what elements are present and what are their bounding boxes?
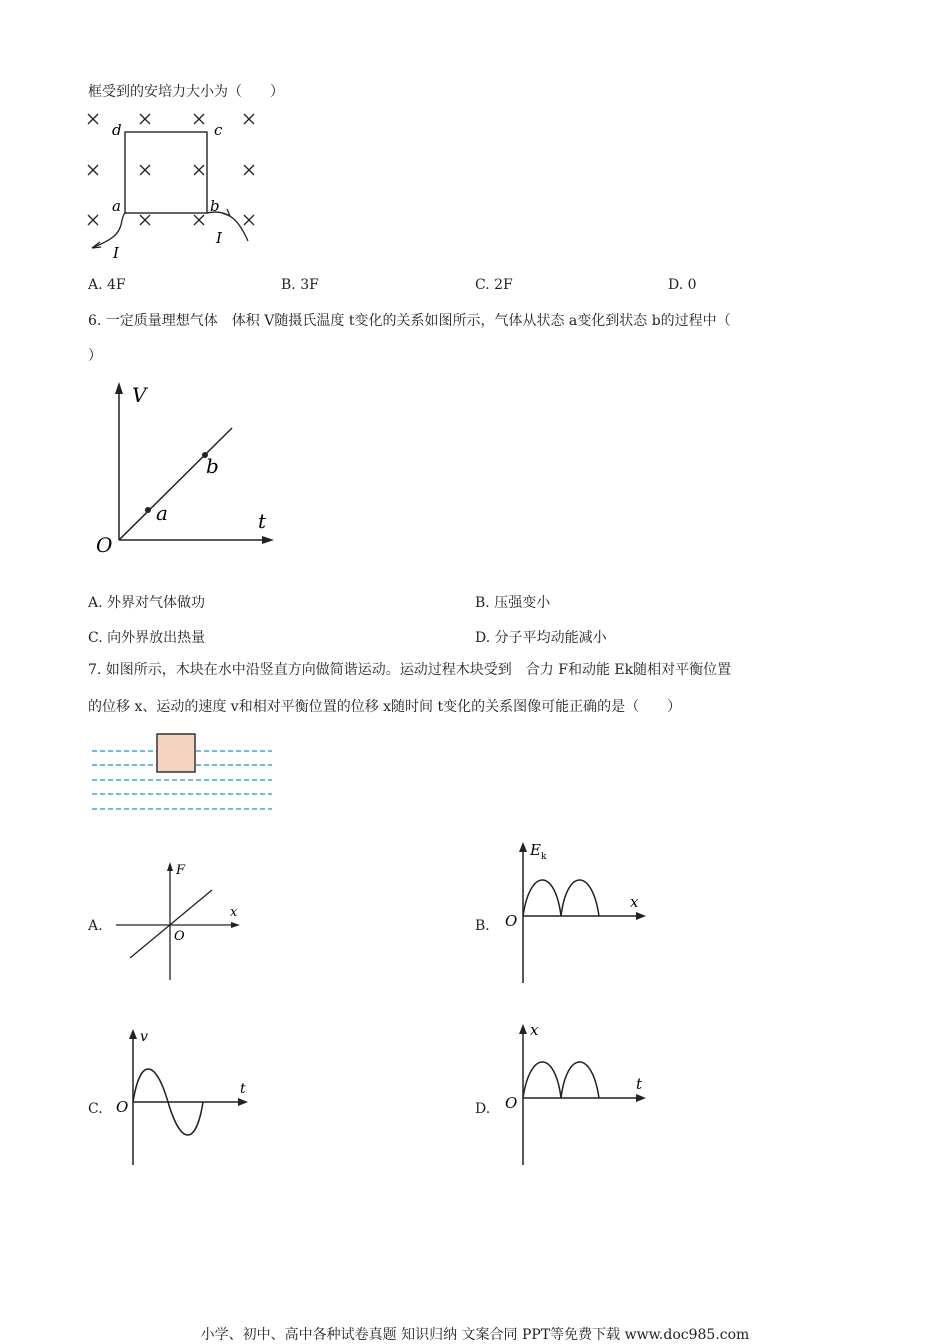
- q6-option-b: B. 压强变小: [475, 595, 551, 611]
- svg-text:v: v: [140, 1029, 148, 1045]
- svg-text:x: x: [530, 1021, 539, 1039]
- q7-option-b-label: B.: [475, 918, 490, 934]
- q7-stem-line1: 7. 如图所示，木块在水中沿竖直方向做简谐运动。运动过程木块受到 合力 F和动能 Ek随相对平衡位置: [88, 662, 732, 678]
- svg-text:t: t: [636, 1075, 643, 1093]
- wooden-block: [157, 734, 195, 772]
- svg-text:x: x: [230, 905, 238, 920]
- q7-option-a-label: A.: [88, 918, 103, 934]
- wire-frame: [125, 132, 207, 213]
- q6-vt-graph: [90, 380, 290, 560]
- svg-text:O: O: [505, 1094, 518, 1112]
- q7-option-c-label: C.: [88, 1101, 103, 1117]
- q7-graph-d: [500, 1020, 660, 1170]
- label-a: a: [112, 197, 121, 215]
- page-footer: 小学、初中、高中各种试卷真题 知识归纳 文案合同 PPT等免费下载 www.doc985.com: [200, 1327, 750, 1343]
- q5-stem: 框受到的安培力大小为（ ）: [88, 84, 284, 100]
- svg-text:O: O: [505, 912, 518, 930]
- label-a: a: [156, 501, 168, 525]
- label-b: b: [210, 197, 220, 215]
- q7-graph-b: [500, 838, 660, 988]
- q6-option-d: D. 分子平均动能减小: [475, 630, 607, 646]
- q5-option-d: D. 0: [668, 277, 697, 293]
- axis-label-v: V: [132, 383, 147, 407]
- svg-text:O: O: [174, 929, 185, 944]
- point-a: [145, 507, 151, 513]
- svg-text:F: F: [176, 863, 186, 878]
- svg-text:x: x: [630, 893, 639, 911]
- label-b: b: [206, 454, 219, 478]
- q5-option-a: A. 4F: [88, 277, 126, 293]
- q5-option-c: C. 2F: [475, 277, 513, 293]
- axis-label-t: t: [258, 509, 267, 533]
- label-c: c: [214, 121, 223, 139]
- output-lead: [207, 212, 248, 241]
- svg-text:E: E: [530, 841, 541, 859]
- q7-stem-line2: 的位移 x、运动的速度 v和相对平衡位置的位移 x随时间 t变化的关系图像可能正确的是（ ）: [88, 699, 682, 715]
- q7-water-block-figure: [90, 732, 275, 817]
- label-current-in: I: [113, 244, 119, 262]
- label-current-out: I: [216, 229, 222, 247]
- q7-option-d-label: D.: [475, 1101, 491, 1117]
- q7-graph-a: [112, 858, 252, 988]
- q6-option-a: A. 外界对气体做功: [88, 595, 206, 611]
- label-d: d: [112, 121, 122, 139]
- q7-graph-c: [112, 1025, 262, 1170]
- svg-text:O: O: [116, 1098, 129, 1116]
- q5-figure: [80, 108, 280, 268]
- q6-option-c: C. 向外界放出热量: [88, 630, 206, 646]
- q6-stem-line2: ）: [88, 348, 102, 364]
- q5-option-b: B. 3F: [281, 277, 319, 293]
- svg-text:k: k: [541, 852, 547, 862]
- x-t-curve: [523, 1062, 599, 1098]
- q6-stem-line1: 6. 一定质量理想气体 体积 V随摄氏温度 t变化的关系如图所示，气体从状态 a变化到状态 b的过程中（: [88, 313, 731, 329]
- f-x-line: [130, 890, 212, 958]
- ek-curve: [523, 880, 599, 916]
- vt-line: [119, 428, 232, 540]
- origin-label: O: [96, 533, 113, 557]
- svg-text:t: t: [240, 1081, 246, 1097]
- input-lead: [92, 213, 125, 248]
